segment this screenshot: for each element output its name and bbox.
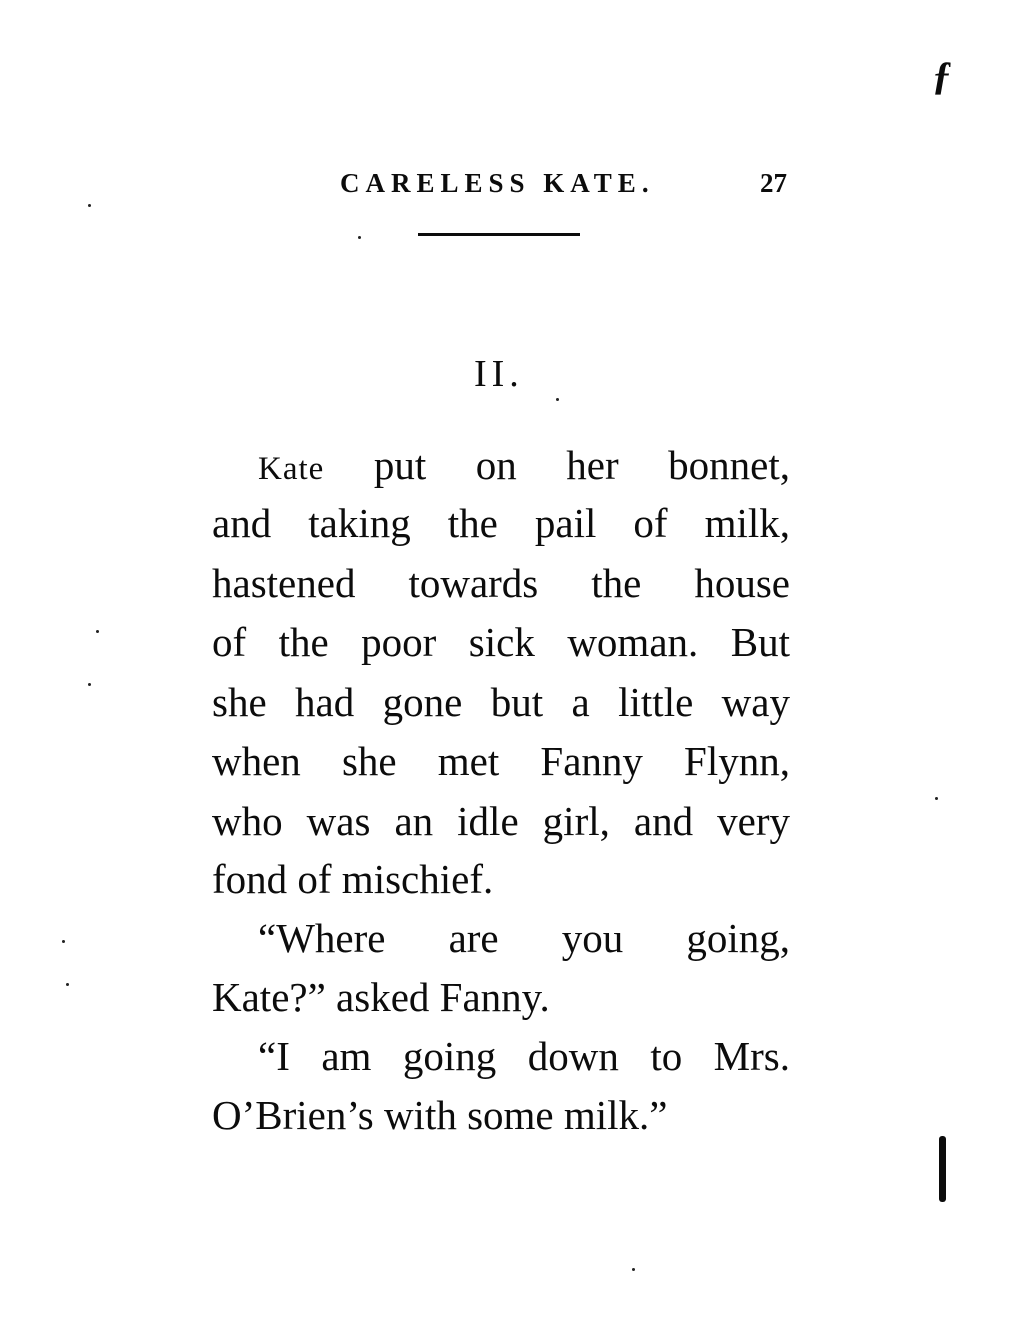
text-line-1 [258,441,790,493]
text-line-10: Kate?” asked Fanny. [212,974,550,1020]
text-line-3: hastened towards the house [212,560,790,606]
running-head-title: CARELESS KATE. [340,168,655,198]
scan-speck [96,630,99,633]
edge-ink-bar [939,1136,946,1202]
header-rule [418,233,580,236]
scan-speck [66,983,69,986]
text-line-5: she had gone but a little way [212,679,790,725]
text-line-11: “I am going down to Mrs. [258,1033,790,1079]
scan-speck [358,236,361,239]
text-line-2: and taking the pail of milk, [212,500,790,546]
scan-speck [632,1268,635,1271]
text-line-9: “Where are you going, [258,915,790,961]
text-line-7: who was an idle girl, and very [212,798,790,844]
scan-speck [88,683,91,686]
margin-ink-mark: ƒ [932,53,952,98]
text-line-6: when she met Fanny Flynn, [212,738,790,784]
chapter-heading: II. [474,353,524,395]
scan-speck [88,204,91,207]
scan-speck [556,398,559,401]
scan-speck [935,797,938,800]
text-line-12: O’Brien’s with some milk.” [212,1092,668,1138]
text-line-1-rest: put on her bonnet, [324,442,790,488]
scan-speck [62,940,65,943]
text-line-8: fond of mischief. [212,856,494,902]
page-number: 27 [760,168,787,198]
first-word: Kate [258,451,325,487]
text-line-4: of the poor sick woman. But [212,619,790,665]
